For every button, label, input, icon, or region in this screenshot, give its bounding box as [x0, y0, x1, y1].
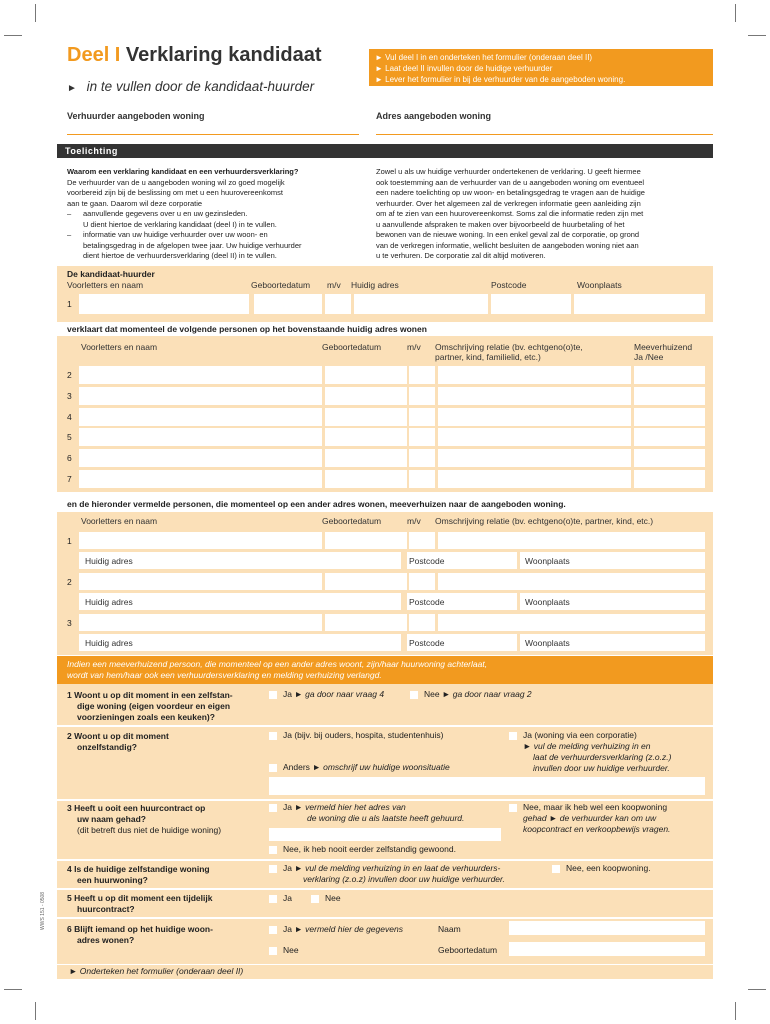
q6-dob-label: Geboortedatum — [438, 945, 498, 955]
text-line: verhuurder. Over het algemeen zal de verkregen informatie geen aanleiding zijn — [376, 198, 641, 208]
col-woonplaats: Woonplaats — [577, 280, 622, 290]
q5-nee-checkbox[interactable] — [311, 895, 319, 903]
footer-text: ► Onderteken het formulier (onderaan deel II) — [69, 966, 244, 976]
dob-input[interactable] — [325, 428, 407, 446]
q6-line: 6 Blijft iemand op het huidige woon- — [67, 924, 213, 934]
dob-input[interactable] — [325, 532, 407, 549]
col-postcode: Postcode — [491, 280, 527, 290]
dob-input[interactable] — [325, 408, 407, 426]
crop-mark — [35, 4, 36, 22]
text-line: De verhuurder van de u aangeboden woning wil zo goed mogelijk — [67, 177, 285, 187]
mv-input[interactable] — [409, 614, 435, 631]
q6-text — [67, 924, 213, 946]
toelichting-bar: Toelichting — [57, 144, 713, 158]
row-number: 3 — [67, 390, 72, 401]
row-number: 1 — [67, 536, 72, 546]
name-input[interactable] — [79, 614, 322, 631]
crop-mark — [735, 4, 736, 22]
meeverhuizend-input[interactable] — [634, 470, 705, 488]
instruction-1: ► Vul deel I in en onderteken het formulier (onderaan deel II) — [375, 53, 593, 62]
meeverhuizend-input[interactable] — [634, 366, 705, 384]
q3-adres-input[interactable] — [269, 828, 501, 841]
q6-ja-checkbox[interactable] — [269, 926, 277, 934]
col-meeverhuizend: Meeverhuizend — [634, 342, 693, 352]
dash: – — [67, 209, 72, 218]
bullet-1 — [67, 209, 357, 230]
relatie-input[interactable] — [438, 532, 705, 549]
name-input[interactable] — [79, 294, 249, 314]
relatie-input[interactable] — [438, 573, 705, 590]
instruction-3: ► Lever het formulier in bij de verhuurder van de aangeboden woning. — [375, 75, 626, 84]
bullet-2 — [67, 230, 357, 262]
dob-input[interactable] — [254, 294, 322, 314]
text-line: van de verkregen informatie, wellicht besluiten de aangeboden woning niet aan — [376, 240, 639, 250]
q6-nee-checkbox[interactable] — [269, 947, 277, 955]
relatie-input[interactable] — [438, 366, 631, 384]
q2-opt2 — [523, 730, 671, 774]
relatie-input[interactable] — [438, 408, 631, 426]
divider — [57, 888, 713, 890]
toelichting-lead: Waarom een verklaring kandidaat en een verhuurdersverklaring? — [67, 167, 299, 176]
dob-input[interactable] — [325, 573, 407, 590]
mv-input[interactable] — [409, 366, 435, 384]
q3-ja-checkbox[interactable] — [269, 804, 277, 812]
q4-ja-hint: verklaring (z.o.z) invullen door uw huidige verhuurder. — [303, 874, 505, 884]
text-line: voorbereid zijn bij de beslissing om met u een huurovereenkomst — [67, 188, 283, 197]
relatie-input[interactable] — [438, 449, 631, 467]
q1-text — [67, 690, 233, 723]
subtitle-text: in te vullen door de kandidaat-huurder — [86, 79, 315, 94]
name-input[interactable] — [79, 387, 322, 405]
q6-nee-label: Nee — [283, 945, 299, 955]
q4-nee-label: Nee, een koopwoning. — [566, 863, 651, 873]
dob-input[interactable] — [325, 614, 407, 631]
col-name: Voorletters en naam — [67, 280, 144, 290]
q6-ja-hint: ► vermeld hier de gegevens — [294, 924, 403, 934]
huidig-adres-label: Huidig adres — [85, 556, 133, 566]
toelichting-left — [67, 167, 357, 262]
q3-ja-hint: ► vermeld hier het adres van — [294, 802, 406, 812]
crop-mark — [748, 35, 766, 36]
notice-line-2: wordt van hem/haar ook een verhuurdersverklaring en melding verhuizing verlangd. — [67, 670, 382, 680]
row-number: 6 — [67, 453, 72, 464]
dob-input[interactable] — [325, 470, 407, 488]
text-line: u aanvullende afspraken te maken over bijvoorbeeld de huurbetaling of het — [376, 219, 625, 229]
q6-ja-option — [283, 924, 403, 935]
text-line: U dient hiertoe de verklaring kandidaat (deel I) in te vullen. — [83, 219, 277, 229]
q6-dob-input[interactable] — [509, 942, 705, 956]
deel-label: Deel I — [67, 44, 121, 66]
q4-ja-checkbox[interactable] — [269, 865, 277, 873]
relatie-input[interactable] — [438, 614, 705, 631]
footer-band — [57, 965, 713, 979]
q4-nee-checkbox[interactable] — [552, 865, 560, 873]
q3-sub: (dit betreft dus niet de huidige woning) — [77, 825, 222, 835]
ander-title: en de hieronder vermelde personen, die momenteel op een ander adres wonen, meeverhuizen naar de aangeboden woning. — [67, 499, 566, 509]
text-line: ook toestemming aan de verhuurder van de u aangeboden woning om eventueel — [376, 177, 645, 187]
q1-nee-label: Nee — [424, 689, 440, 699]
q3-koop-line: koopcontract en verkoopbewijs vragen. — [523, 824, 671, 834]
kandidaat-section — [57, 266, 713, 322]
q1-ja-option — [283, 689, 384, 700]
meeverhuizend-input[interactable] — [634, 408, 705, 426]
q1-nee-option — [424, 689, 532, 700]
divider — [57, 859, 713, 861]
verhuurder-label: Verhuurder aangeboden woning — [67, 111, 205, 121]
q4-ja-label: Ja — [283, 863, 292, 873]
q2-opt2-hint: laat de verhuurdersverklaring (z.o.z.) — [533, 752, 672, 762]
text-line: u te verhuren. De corporatie zal dit altijd motiveren. — [376, 251, 546, 260]
divider — [57, 799, 713, 801]
name-input[interactable] — [79, 573, 322, 590]
q5-ja-label: Ja — [283, 893, 292, 903]
text-line: bewonen van de nieuwe woning. In een enkel geval zal de corporatie, op grond — [376, 230, 640, 239]
text-line: aanvullende gegevens over u en uw gezinsleden. — [83, 209, 248, 218]
q2-opt2-checkbox[interactable] — [509, 732, 517, 740]
q3-ja-hint: de woning die u als laatste heeft gehuurd. — [307, 813, 465, 823]
q5-text — [67, 893, 212, 915]
meeverhuizend-input[interactable] — [634, 387, 705, 405]
adres-label: Adres aangeboden woning — [376, 111, 492, 121]
crop-mark — [4, 989, 22, 990]
questions-section — [57, 684, 713, 964]
text-line: Zowel u als uw huidige verhuurder ondertekenen de verklaring. U geeft hiermee — [376, 167, 641, 176]
woonplaats-label: Woonplaats — [525, 597, 570, 607]
col-dob: Geboortedatum — [322, 516, 382, 526]
q3-koop-line: gehad ► de verhuurder kan om uw — [523, 813, 657, 823]
adres-field[interactable] — [376, 134, 713, 135]
q3-ja-option — [283, 802, 464, 824]
crop-mark — [4, 35, 22, 36]
notice-band — [57, 656, 713, 684]
q1-nee-checkbox[interactable] — [410, 691, 418, 699]
q2-opt2-hint: ► vul de melding verhuizing in en — [523, 741, 651, 751]
name-input[interactable] — [79, 408, 322, 426]
crop-mark — [735, 1002, 736, 1020]
postcode-label: Postcode — [409, 638, 445, 648]
col-mv: m/v — [327, 280, 341, 290]
dob-input[interactable] — [325, 449, 407, 467]
q3-koop-option — [523, 802, 670, 835]
q2-line: 2 Woont u op dit moment — [67, 731, 169, 741]
relatie-input[interactable] — [438, 470, 631, 488]
row-number: 2 — [67, 370, 72, 380]
notice-line-1: Indien een meeverhuizend persoon, die momenteel op een ander adres woont, zijn/haar huurwoning achterlaat, — [67, 659, 488, 669]
q6-naam-input[interactable] — [509, 921, 705, 935]
q1-nee-hint: ► ga door naar vraag 2 — [441, 689, 532, 699]
col-name: Voorletters en naam — [81, 342, 158, 352]
huidig-adres-label: Huidig adres — [85, 597, 133, 607]
col-mv: m/v — [407, 342, 421, 352]
q1-line: dige woning (eigen voordeur en eigen — [77, 701, 231, 711]
toelichting-right — [376, 167, 713, 262]
name-input[interactable] — [79, 366, 322, 384]
q3-ja-label: Ja — [283, 802, 292, 812]
q1-ja-hint: ► ga door naar vraag 4 — [294, 689, 385, 699]
q2-opt2-label: Ja (woning via een corporatie) — [523, 730, 637, 740]
text-line: informatie van uw huidige verhuurder over uw woon- en — [83, 230, 268, 239]
q6-naam-label: Naam — [438, 924, 461, 934]
divider — [57, 917, 713, 919]
text-line: een nadere toelichting op uw woon- en betalingsgedrag te vragen aan de huidige — [376, 188, 645, 197]
q2-text — [67, 731, 169, 753]
q1-line: voorzieningen zoals een keuken)? — [77, 712, 215, 722]
q2-line: onzelfstandig? — [77, 742, 137, 752]
col-adres: Huidig adres — [351, 280, 399, 290]
postcode-label: Postcode — [409, 556, 445, 566]
col-mv: m/v — [407, 516, 421, 526]
woonplaats-input[interactable] — [574, 294, 705, 314]
q4-ja-option — [283, 863, 505, 885]
text-line: betalingsgedrag in de afgelopen twee jaar. Uw huidige verhuurder — [83, 240, 302, 250]
text-line: om af te zien van een huurovereenkomst. Soms zal die informatie reden zijn met — [376, 209, 644, 218]
q3-line: 3 Heeft u ooit een huurcontract op — [67, 803, 206, 813]
page-title — [67, 44, 322, 67]
verhuurder-field[interactable] — [67, 134, 359, 135]
q2-opt1-label: Ja (bijv. bij ouders, hospita, studentenhuis) — [283, 730, 444, 740]
row-number: 4 — [67, 411, 72, 422]
q2-anders-label: Anders — [283, 762, 310, 772]
postcode-label: Postcode — [409, 597, 445, 607]
q1-line: 1 Woont u op dit moment in een zelfstan- — [67, 690, 233, 700]
q3-koop-line: Nee, maar ik heb wel een koopwoning — [523, 802, 668, 812]
instruction-2: ► Laat deel II invullen door de huidige verhuurder — [375, 64, 553, 73]
dob-input[interactable] — [325, 366, 407, 384]
mv-input[interactable] — [325, 294, 351, 314]
meeverhuizend-input[interactable] — [634, 449, 705, 467]
q3-nee-checkbox[interactable] — [269, 846, 277, 854]
mv-input[interactable] — [409, 408, 435, 426]
ander-section — [57, 512, 713, 655]
q5-nee-label: Nee — [325, 893, 341, 903]
q4-text — [67, 864, 210, 886]
arrow-icon: ► — [67, 83, 77, 94]
q2-anders-option — [283, 762, 450, 773]
q4-line: een huurwoning? — [77, 875, 148, 885]
name-input[interactable] — [79, 532, 322, 549]
q5-line: 5 Heeft u op dit moment een tijdelijk — [67, 893, 213, 903]
name-input[interactable] — [79, 470, 322, 488]
huidig-section — [57, 336, 713, 492]
q2-anders-input[interactable] — [269, 777, 705, 795]
col-dob: Geboortedatum — [251, 280, 311, 290]
mv-input[interactable] — [409, 573, 435, 590]
text-line: aan te gaan. Daarom wil deze corporatie — [67, 198, 203, 208]
q5-line: huurcontract? — [77, 904, 135, 914]
q3-nee-label: Nee, ik heb nooit eerder zelfstandig gewoond. — [283, 844, 456, 854]
huidig-title: verklaart dat momenteel de volgende personen op het bovenstaande huidig adres wonen — [67, 324, 427, 334]
col-relatie: Omschrijving relatie (bv. echtgeno(o)te, — [435, 342, 583, 352]
q3-koop-checkbox[interactable] — [509, 804, 517, 812]
mv-input[interactable] — [409, 449, 435, 467]
woonplaats-label: Woonplaats — [525, 556, 570, 566]
text-line: dient hiertoe de verhuurdersverklaring (deel II) in te vullen. — [83, 251, 277, 260]
name-input[interactable] — [79, 449, 322, 467]
col-jane: Ja /Nee — [634, 352, 664, 362]
mv-input[interactable] — [409, 387, 435, 405]
col-relatie-2: partner, kind, familielid, etc.) — [435, 352, 541, 362]
crop-mark — [35, 1002, 36, 1020]
q2-opt1-checkbox[interactable] — [269, 732, 277, 740]
woonplaats-label: Woonplaats — [525, 638, 570, 648]
relatie-input[interactable] — [438, 387, 631, 405]
row-number: 5 — [67, 432, 72, 443]
name-input[interactable] — [79, 428, 322, 446]
row-number: 7 — [67, 474, 72, 484]
dob-input[interactable] — [325, 387, 407, 405]
dash: – — [67, 230, 72, 239]
q4-ja-hint: ► vul de melding verhuizing in en laat de verhuurders- — [294, 863, 501, 873]
q1-ja-label: Ja — [283, 689, 292, 699]
postcode-input[interactable] — [491, 294, 571, 314]
q3-text — [67, 803, 221, 836]
q4-line: 4 Is de huidige zelfstandige woning — [67, 864, 210, 874]
mv-input[interactable] — [409, 470, 435, 488]
page-subtitle — [67, 79, 314, 94]
q2-anders-checkbox[interactable] — [269, 764, 277, 772]
row-number: 2 — [67, 577, 72, 587]
adres-input[interactable] — [354, 294, 488, 314]
relatie-input[interactable] — [438, 428, 631, 446]
col-name: Voorletters en naam — [81, 516, 158, 526]
q6-ja-label: Ja — [283, 924, 292, 934]
q6-line: adres wonen? — [77, 935, 135, 945]
q5-ja-checkbox[interactable] — [269, 895, 277, 903]
q3-line: uw naam gehad? — [77, 814, 146, 824]
col-dob: Geboortedatum — [322, 342, 382, 352]
title-text: Verklaring kandidaat — [125, 44, 322, 66]
kandidaat-title: De kandidaat-huurder — [67, 269, 155, 279]
mv-input[interactable] — [409, 532, 435, 549]
crop-mark — [748, 989, 766, 990]
meeverhuizend-input[interactable] — [634, 428, 705, 446]
form-code: WWS 151 - 0508 — [40, 891, 46, 930]
mv-input[interactable] — [409, 428, 435, 446]
q2-opt2-hint: invullen door uw huidige verhuurder. — [533, 763, 670, 773]
row-number: 1 — [67, 299, 72, 309]
divider — [57, 725, 713, 727]
row-number: 3 — [67, 618, 72, 628]
instructions-box — [369, 49, 713, 86]
col-relatie: Omschrijving relatie (bv. echtgeno(o)te, partner, kind, etc.) — [435, 516, 654, 526]
huidig-adres-label: Huidig adres — [85, 638, 133, 648]
q2-anders-hint: ► omschrijf uw huidige woonsituatie — [312, 762, 450, 772]
q1-ja-checkbox[interactable] — [269, 691, 277, 699]
